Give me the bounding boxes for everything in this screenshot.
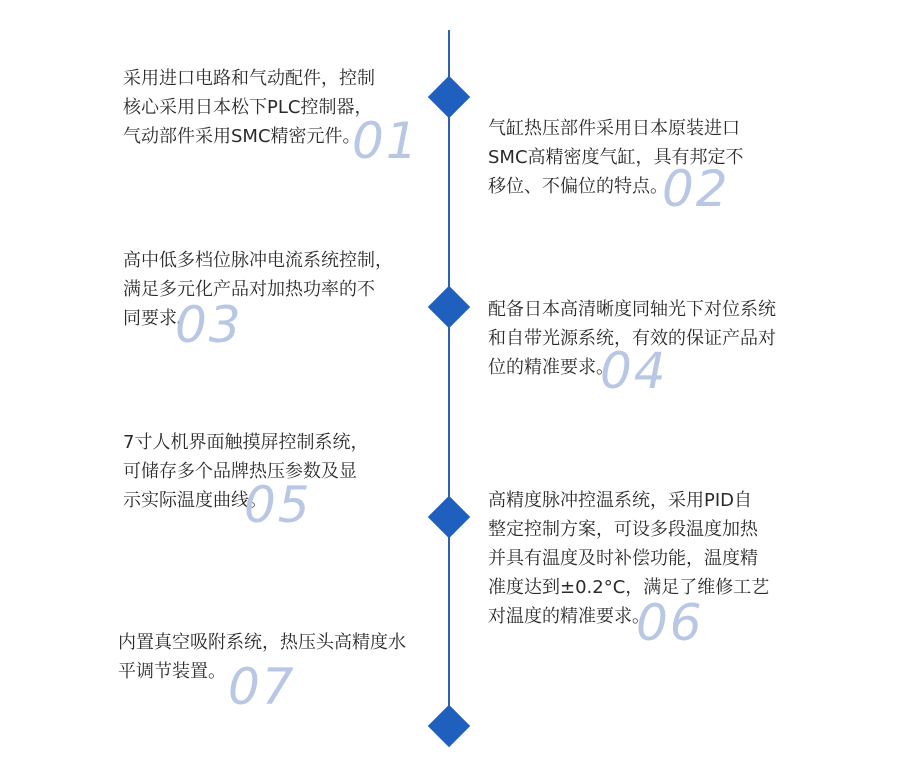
feature-03-line-1: 高中低多档位脉冲电流系统控制， bbox=[123, 250, 393, 271]
feature-04-line-1: 配备日本高清晰度同轴光下对位系统 bbox=[488, 299, 776, 320]
timeline-line bbox=[448, 30, 450, 740]
timeline-marker-4 bbox=[428, 705, 470, 747]
feature-06-line-1: 高精度脉冲控温系统，采用PID自 bbox=[488, 490, 753, 511]
feature-05-line-1: 7寸人机界面触摸屏控制系统， bbox=[123, 432, 369, 453]
feature-07-number: 07 bbox=[228, 658, 296, 716]
feature-05-line-2: 可储存多个品牌热压参数及显 bbox=[123, 461, 357, 482]
feature-02-number: 02 bbox=[662, 160, 730, 218]
feature-06-number: 06 bbox=[636, 594, 704, 652]
feature-06-line-3: 并具有温度及时补偿功能，温度精 bbox=[488, 548, 758, 569]
feature-01-text bbox=[123, 64, 375, 151]
feature-01-line-2: 核心采用日本松下PLC控制器， bbox=[123, 97, 373, 118]
feature-05-number: 05 bbox=[244, 476, 312, 534]
feature-05-line-3: 示实际温度曲线。 bbox=[123, 490, 267, 511]
feature-07-line-1: 内置真空吸附系统，热压头高精度水 bbox=[118, 632, 406, 653]
feature-01-line-1: 采用进口电路和气动配件，控制 bbox=[123, 68, 375, 89]
feature-03-number: 03 bbox=[175, 296, 243, 354]
feature-03-line-2: 满足多元化产品对加热功率的不 bbox=[123, 279, 375, 300]
feature-04-number: 04 bbox=[600, 342, 668, 400]
feature-03-line-3: 同要求。 bbox=[123, 308, 195, 329]
feature-03-text bbox=[123, 246, 393, 333]
feature-04-line-3: 位的精准要求。 bbox=[488, 357, 614, 378]
feature-02-line-3: 移位、不偏位的特点。 bbox=[488, 176, 668, 197]
feature-06-text bbox=[488, 486, 769, 631]
feature-06-line-4: 准度达到±0.2°C，满足了维修工艺 bbox=[488, 577, 770, 598]
timeline-marker-1 bbox=[428, 76, 470, 118]
feature-04-line-2: 和自带光源系统，有效的保证产品对 bbox=[488, 328, 776, 349]
feature-06-line-2: 整定控制方案，可设多段温度加热 bbox=[488, 519, 758, 540]
feature-06-line-5: 对温度的精准要求。 bbox=[488, 606, 650, 627]
timeline-marker-3 bbox=[428, 496, 470, 538]
feature-02-line-2: SMC高精密度气缸，具有邦定不 bbox=[488, 147, 744, 168]
feature-01-line-3: 气动部件采用SMC精密元件。 bbox=[123, 126, 361, 147]
feature-01-number: 01 bbox=[352, 112, 420, 170]
feature-02-line-1: 气缸热压部件采用日本原装进口 bbox=[488, 118, 740, 139]
timeline-marker-2 bbox=[428, 286, 470, 328]
feature-07-line-2: 平调节装置。 bbox=[118, 661, 226, 682]
